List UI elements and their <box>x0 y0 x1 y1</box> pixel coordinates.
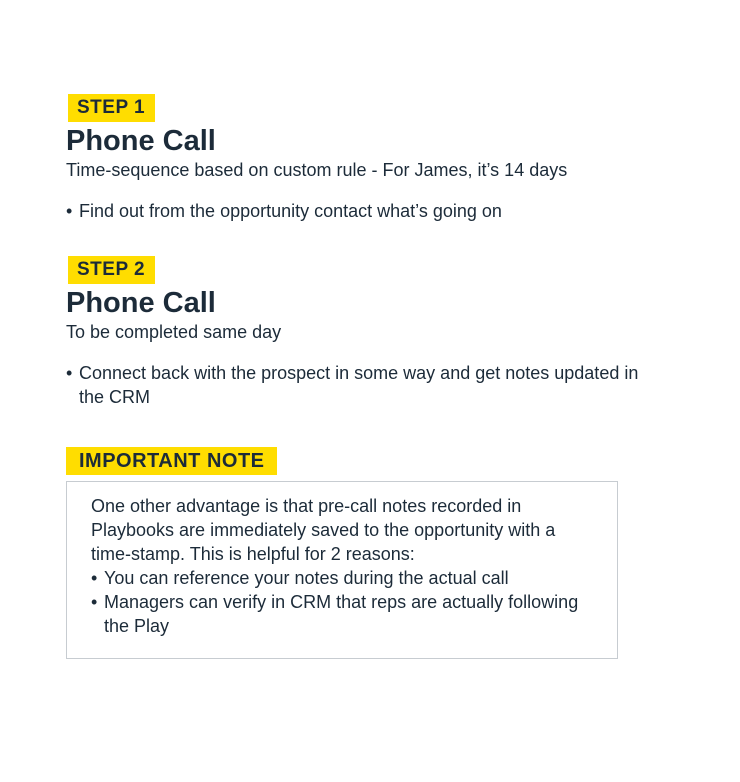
important-note-badge: IMPORTANT NOTE <box>66 447 277 475</box>
step-subtitle: Time-sequence based on custom rule - For James, it’s 14 days <box>66 160 568 180</box>
step-bullet: • Connect back with the prospect in some way and get notes updated in the CRM <box>66 361 666 409</box>
step-bullets <box>66 199 666 223</box>
step-badge: STEP 2 <box>68 256 155 284</box>
step-bullets <box>66 361 666 409</box>
important-note-box <box>66 481 618 659</box>
note-bullet: • You can reference your notes during the actual call <box>91 566 599 590</box>
step-2-section <box>66 256 666 409</box>
step-title: Phone Call <box>66 125 216 157</box>
step-badge: STEP 1 <box>68 94 155 122</box>
important-note-section <box>66 447 666 659</box>
note-bullet: • Managers can verify in CRM that reps are actually following the Play <box>91 590 599 638</box>
step-title: Phone Call <box>66 287 216 319</box>
playbook-content <box>66 94 666 659</box>
step-subtitle: To be completed same day <box>66 322 282 342</box>
step-1-section <box>66 94 666 223</box>
step-bullet: • Find out from the opportunity contact what’s going on <box>66 199 666 223</box>
note-bullets <box>91 566 599 638</box>
note-intro: One other advantage is that pre-call notes recorded in Playbooks are immediately saved to the opportunity with a time-stamp. This is helpful for 2 reasons: <box>91 496 556 564</box>
